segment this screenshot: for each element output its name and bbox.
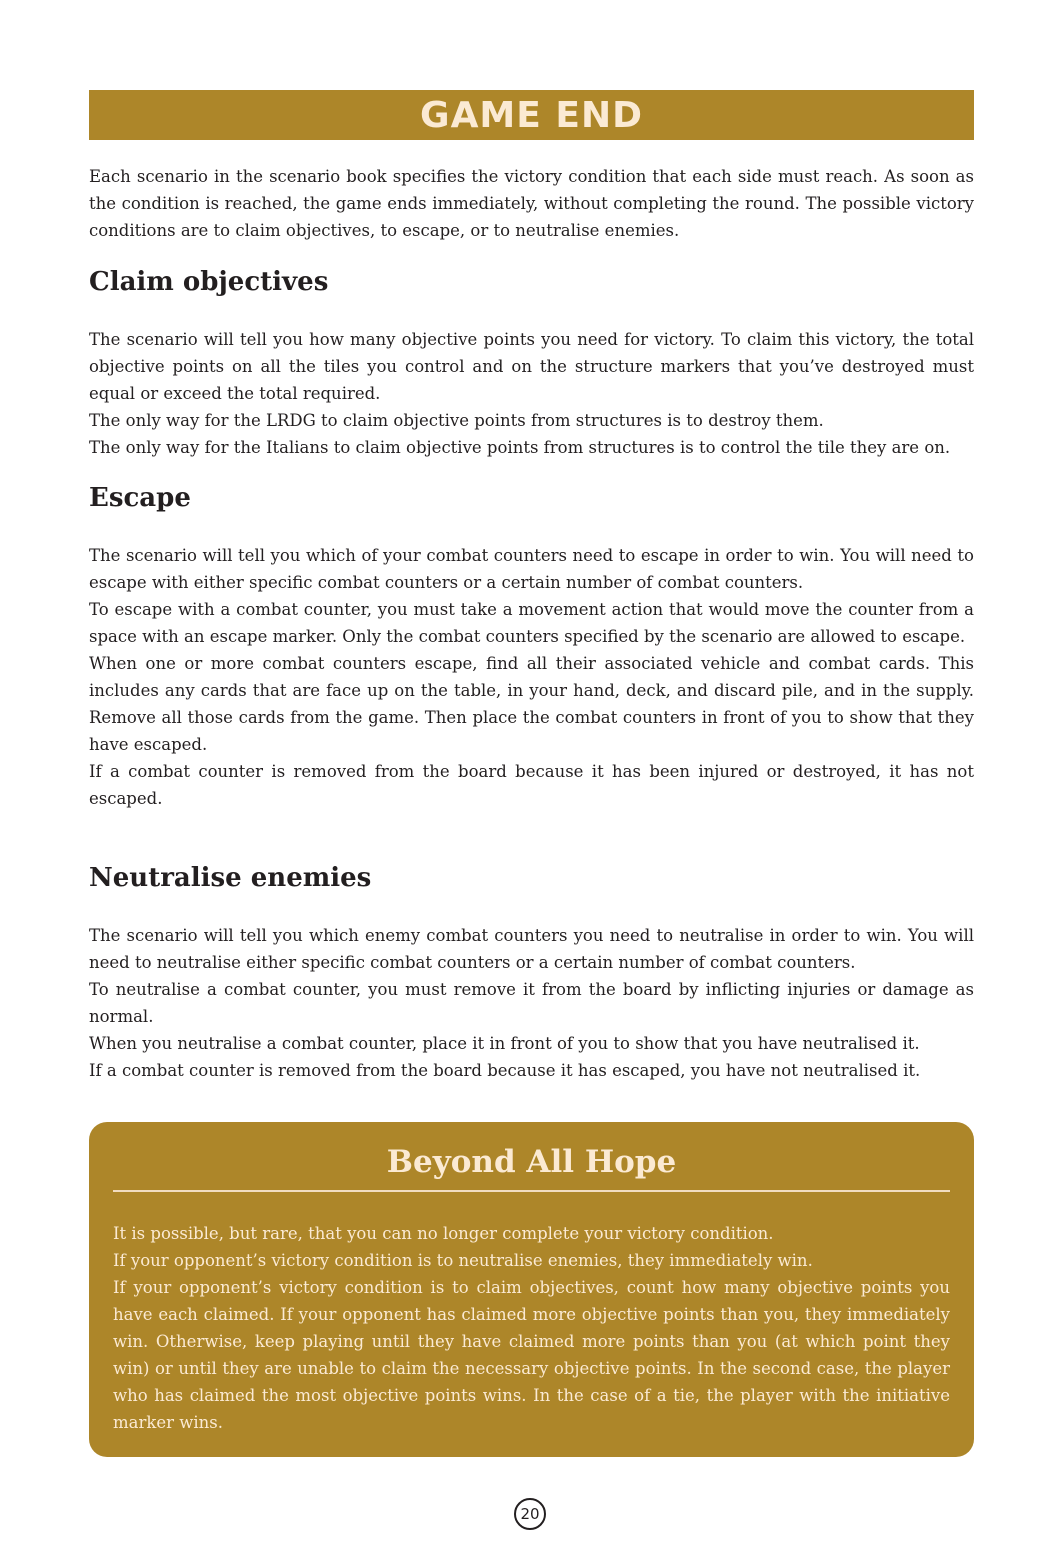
- claim-objectives-section: [89, 266, 974, 461]
- box-title: Beyond All Hope: [386, 1144, 677, 1180]
- box-paragraph-1: It is possible, but rare, that you can no longer complete your victory condition.: [113, 1224, 774, 1243]
- box-paragraph-3: If your opponent’s victory condition is to claim objectives, count how many objective points you have each claimed. If your opponent has claimed more objective points than you, they immediately win. Otherwise, keep playing until they have claimed more points than you (at which point they win) or until they are unable to claim the necessary objective points. In the second case, the player who has claimed the most objective points wins. In the case of a tie, the player with the initiative marker wins.: [113, 1278, 950, 1432]
- claim-paragraph-3: The only way for the Italians to claim objective points from structures is to control the tile they are on.: [89, 438, 951, 457]
- escape-paragraph-3: When one or more combat counters escape, find all their associated vehicle and combat cards. This includes any cards that are face up on the table, in your hand, deck, and discard pile, and in the supply. Remove all those cards from the game. Then place the combat counters in front of you to show that they have escaped.: [89, 654, 974, 754]
- claim-objectives-heading: Claim objectives: [89, 267, 329, 297]
- neutralise-paragraph-1: The scenario will tell you which enemy combat counters you need to neutralise in order to win. You will need to neutralise either specific combat counters or a certain number of combat counters.: [89, 926, 974, 972]
- box-body: [113, 1220, 950, 1436]
- claim-paragraph-1: The scenario will tell you how many objective points you need for victory. To claim this victory, the total objective points on all the tiles you control and on the structure markers that you’ve destroyed must equal or exceed the total required.: [89, 330, 974, 403]
- escape-paragraph-2: To escape with a combat counter, you must take a movement action that would move the counter from a space with an escape marker. Only the combat counters specified by the scenario are allowed to escape.: [89, 600, 974, 646]
- neutralise-paragraph-3: When you neutralise a combat counter, place it in front of you to show that you have neutralised it.: [89, 1034, 920, 1053]
- escape-heading: Escape: [89, 483, 191, 513]
- box-divider: [113, 1190, 950, 1192]
- intro-section: [89, 163, 974, 244]
- beyond-all-hope-box: [89, 1122, 974, 1457]
- neutralise-enemies-section: [89, 862, 974, 1084]
- escape-paragraph-1: The scenario will tell you which of your combat counters need to escape in order to win. You will need to escape with either specific combat counters or a certain number of combat counters.: [89, 546, 974, 592]
- escape-section: [89, 482, 974, 812]
- neutralise-heading: Neutralise enemies: [89, 863, 372, 893]
- intro-paragraph: Each scenario in the scenario book specifies the victory condition that each side must reach. As soon as the condition is reached, the game ends immediately, without completing the round. The possible victory conditions are to claim objectives, to escape, or to neutralise enemies.: [89, 167, 974, 240]
- neutralise-paragraph-4: If a combat counter is removed from the board because it has escaped, you have not neutralised it.: [89, 1061, 921, 1080]
- title-banner: [89, 90, 974, 140]
- neutralise-paragraph-2: To neutralise a combat counter, you must remove it from the board by inflicting injuries or damage as normal.: [89, 980, 974, 1026]
- claim-paragraph-2: The only way for the LRDG to claim objective points from structures is to destroy them.: [89, 411, 824, 430]
- page-title: GAME END: [420, 94, 643, 136]
- escape-paragraph-4: If a combat counter is removed from the board because it has been injured or destroyed, it has not escaped.: [89, 762, 974, 808]
- page-number: 20: [514, 1498, 546, 1530]
- box-paragraph-2: If your opponent’s victory condition is to neutralise enemies, they immediately win.: [113, 1251, 813, 1270]
